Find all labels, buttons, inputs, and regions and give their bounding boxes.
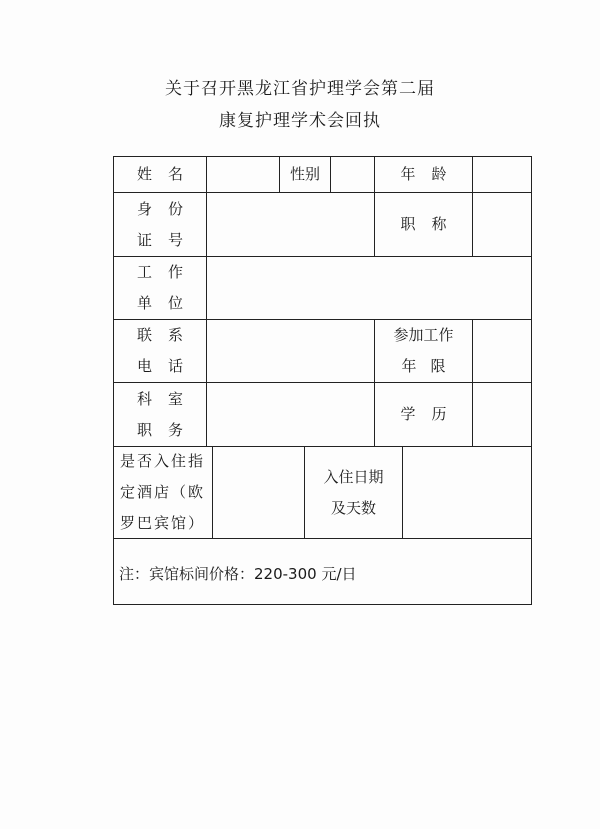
document-title-line-1: 关于召开黑龙江省护理学会第二届 xyxy=(165,79,435,99)
work-unit-label-line-2: 单位 xyxy=(136,294,199,312)
phone-label-line-1: 联系 xyxy=(136,326,199,344)
hotel-stay-label-line-1: 是否入住指 xyxy=(120,452,206,470)
hotel-price-note: 注：宾馆标间价格：220-300 元/日 xyxy=(119,565,357,583)
professional-title-field[interactable] xyxy=(473,193,531,256)
department-position-field[interactable] xyxy=(207,383,374,446)
hotel-stay-field[interactable] xyxy=(213,447,304,538)
hotel-stay-label-line-2: 定酒店（欧 xyxy=(120,483,206,501)
id-number-label-line-2: 证号 xyxy=(136,230,199,249)
name-field[interactable] xyxy=(207,157,279,192)
hotel-stay-label xyxy=(114,447,212,538)
table-border-bottom xyxy=(113,604,532,605)
work-years-label xyxy=(375,320,472,382)
phone-field[interactable] xyxy=(207,320,374,382)
gender-label-text: 性别 xyxy=(289,165,320,183)
checkin-label-line-1: 入住日期 xyxy=(323,467,384,486)
age-label-text: 年龄 xyxy=(400,165,463,183)
professional-title-label-text: 职称 xyxy=(400,215,463,233)
gender-field[interactable] xyxy=(331,157,374,192)
education-field[interactable] xyxy=(473,383,531,446)
id-number-field[interactable] xyxy=(207,193,374,256)
phone-label xyxy=(114,320,206,382)
checkin-field[interactable] xyxy=(403,447,531,538)
work-years-label-line-2: 年限 xyxy=(401,357,460,375)
document-title-line-2: 康复护理学术会回执 xyxy=(219,111,381,131)
name-label-text: 姓名 xyxy=(136,165,199,183)
id-number-label xyxy=(114,193,206,256)
checkin-label xyxy=(305,447,402,538)
work-unit-label xyxy=(114,257,206,319)
table-border-right xyxy=(531,156,532,605)
education-label-text: 学历 xyxy=(400,405,463,423)
work-years-label-line-1: 参加工作 xyxy=(393,326,454,344)
phone-label-line-2: 电话 xyxy=(136,357,199,375)
name-label xyxy=(114,157,206,192)
work-years-field[interactable] xyxy=(473,320,531,382)
department-position-label-line-2: 职务 xyxy=(136,420,199,439)
checkin-label-line-2: 及天数 xyxy=(330,498,376,517)
age-label xyxy=(375,157,472,192)
work-unit-field[interactable] xyxy=(207,257,531,319)
education-label xyxy=(375,383,472,446)
department-position-label-line-1: 科室 xyxy=(136,389,199,408)
id-number-label-line-1: 身份 xyxy=(136,199,199,218)
professional-title-label xyxy=(375,193,472,256)
age-field[interactable] xyxy=(473,157,531,192)
gender-label xyxy=(280,157,330,192)
hotel-stay-label-line-3: 罗巴宾馆） xyxy=(120,514,206,532)
work-unit-label-line-1: 工作 xyxy=(136,263,199,281)
department-position-label xyxy=(114,383,206,446)
